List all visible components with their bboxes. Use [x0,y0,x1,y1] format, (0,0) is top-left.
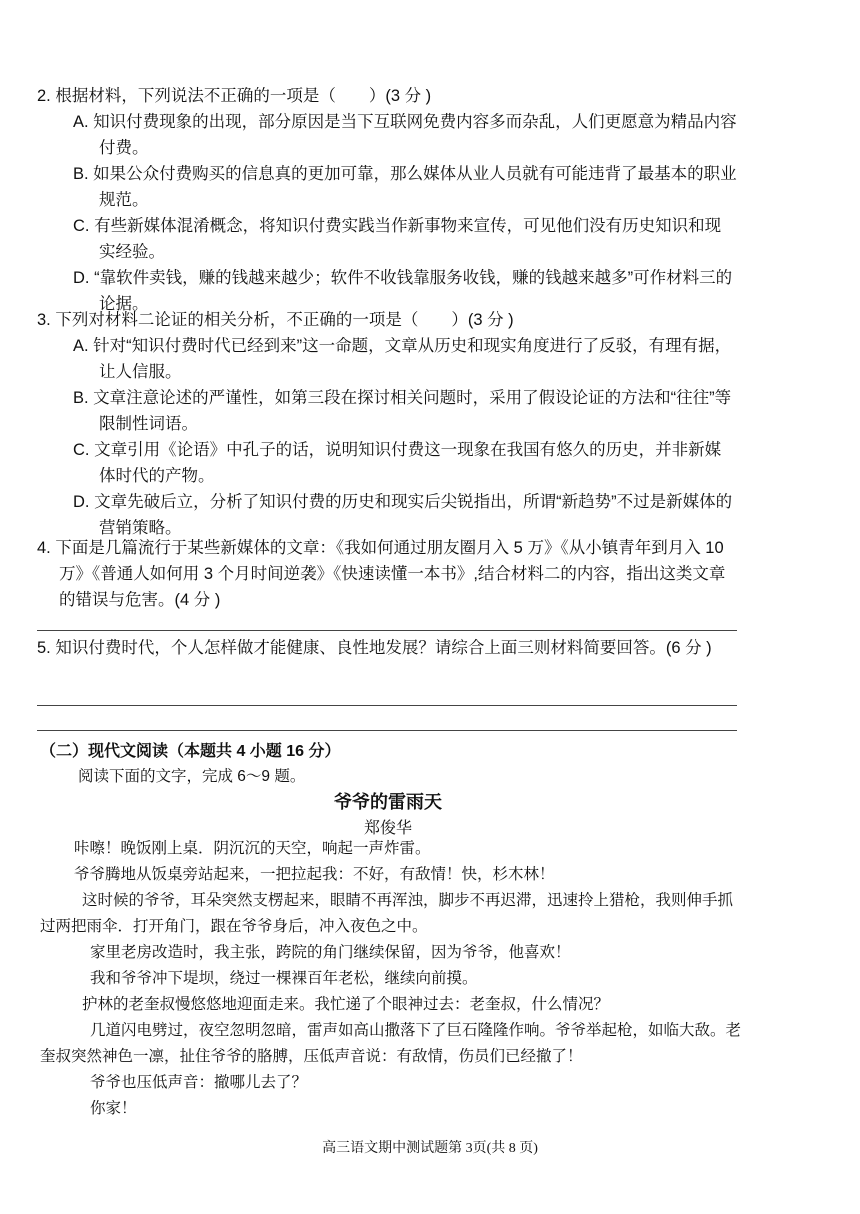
section-title: （二）现代文阅读（本题共 4 小题 16 分） [40,743,341,760]
option-b: B. 文章注意论述的严谨性，如第三段在探讨相关问题时，采用了假设论证的方法和“往往”等限制性词语。 [73,389,732,433]
option-b: B. 如果公众付费购买的信息真的更加可靠，那么媒体从业人员就有可能违背了最基本的职业规范。 [73,165,737,209]
question-stem: 3. 下列对材料二论证的相关分析，不正确的一项是（ ）(3 分 ) [37,311,514,329]
answer-line [37,730,737,731]
article-title: 爷爷的雷雨天 [334,792,442,812]
question-stem: 5. 知识付费时代，个人怎样做才能健康、良性地发展？请综合上面三则材料简要回答。(6 分 ) [37,639,712,657]
article-paragraph: 咔嚓！晚饭刚上桌．阴沉沉的天空，响起一声炸雷。 [74,840,431,857]
article-author: 郑俊华 [363,820,412,837]
option-d: D. “靠软件卖钱，赚的钱越来越少；软件不收钱靠服务收钱，赚的钱越来越多”可作材料三的论据。 [73,269,733,313]
question-stem: 2. 根据材料，下列说法不正确的一项是（ ）(3 分 ) [37,87,432,105]
question-2 [37,83,737,317]
article-paragraph: 家里老房改造时，我主张，跨院的角门继续保留，因为爷爷，他喜欢！ [90,944,571,961]
option-c: C. 文章引用《论语》中孔子的话，说明知识付费这一现象在我国有悠久的历史，并非新媒体时代的产物。 [73,441,722,485]
option-d: D. 文章先破后立，分析了知识付费的历史和现实后尖锐指出，所谓“新趋势”不过是新媒体的营销策略。 [73,493,733,537]
article-paragraph: 爷爷也压低声音：撤哪儿去了？ [90,1074,308,1091]
article-paragraph: 几道闪电劈过，夜空忽明忽暗，雷声如高山撒落下了巨石隆隆作响。爷爷举起枪，如临大敌。老奎叔突然神色一凛，扯住爷爷的胳膊，压低声音说：有敌情，伤员们已经撤了！ [40,1022,742,1065]
question-5 [37,635,737,661]
option-c: C. 有些新媒体混淆概念，将知识付费实践当作新事物来宣传，可见他们没有历史知识和现实经验。 [73,217,722,261]
article-paragraph: 我和爷爷冲下堤坝，绕过一棵裸百年老松，继续向前摸。 [90,970,478,987]
question-4 [37,535,737,613]
article-paragraph: 你家！ [90,1100,137,1117]
question-stem: 4. 下面是几篇流行于某些新媒体的文章：《我如何通过朋友圈月入 5 万》《从小镇青年到月入 10 万》《普通人如何用 3 个月时间逆袭》《快速读懂一本书》,结合材料二的内容，指出这类文章的错误与危害。(4 分 ) [37,539,726,609]
question-3 [37,307,737,541]
article-paragraph: 护林的老奎叔慢悠悠地迎面走来。我忙递了个眼神过去：老奎叔，什么情况？ [82,996,610,1013]
article-paragraph: 这时候的爷爷，耳朵突然支楞起来，眼睛不再浑浊，脚步不再迟滞，迅速拎上猎枪，我则伸手抓过两把雨伞．打开角门，跟在爷爷身后，冲入夜色之中。 [40,892,734,935]
option-a: A. 针对“知识付费时代已经到来”这一命题，文章从历史和现实角度进行了反驳，有理有据，让人信服。 [73,337,732,381]
answer-line [37,630,737,631]
article-paragraph: 爷爷腾地从饭桌旁站起来，一把拉起我：不好，有敌情！快，杉木林！ [74,866,555,883]
option-a: A. 知识付费现象的出现，部分原因是当下互联网免费内容多而杂乱，人们更愿意为精品内容付费。 [73,113,737,157]
page-footer: 高三语文期中测试题第 3页(共 8 页) [322,1141,538,1156]
section-instruction: 阅读下面的文字，完成 6～9 题。 [78,768,306,785]
answer-line [37,705,737,706]
